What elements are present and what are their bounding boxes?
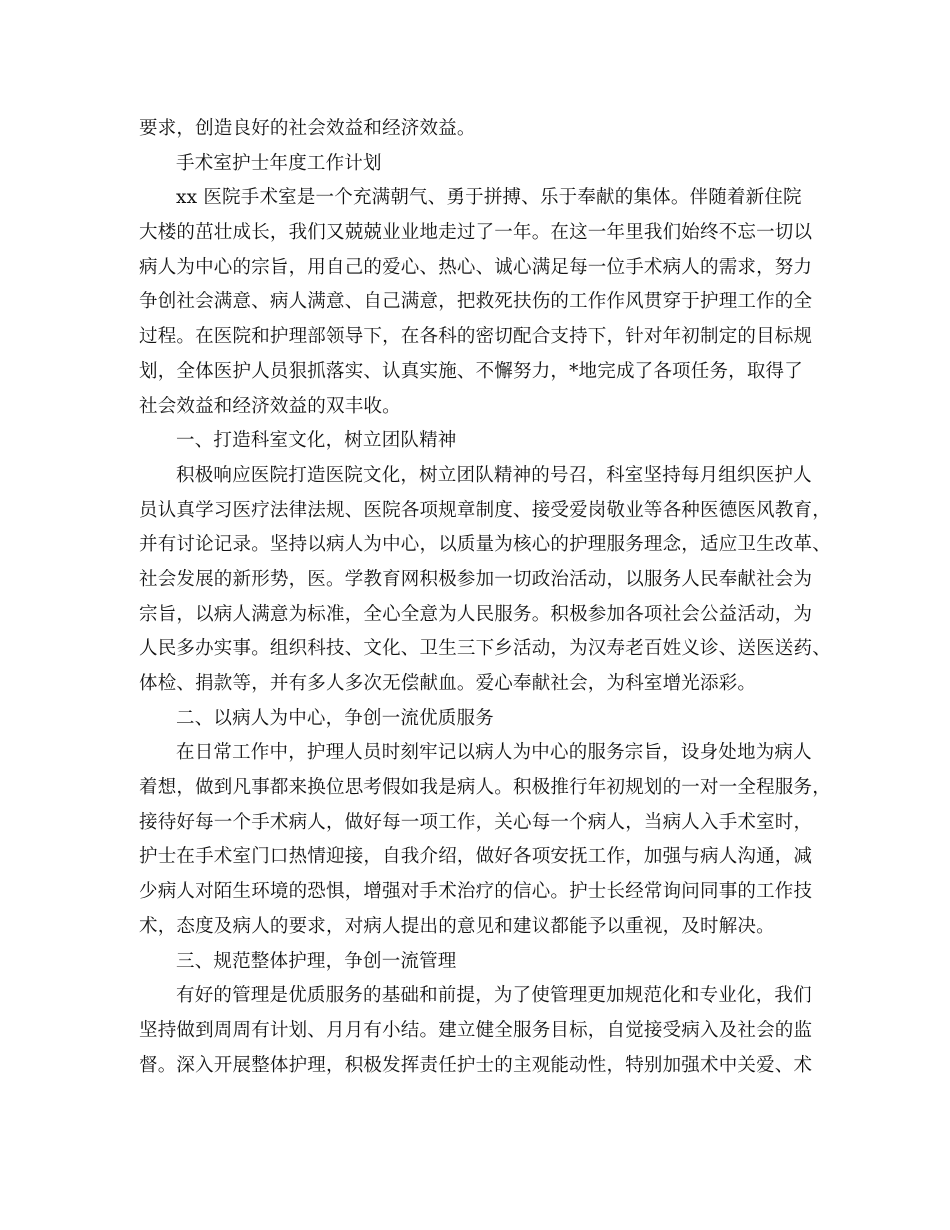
- text-line: 争创社会满意、病人满意、自己满意，把救死扶伤的工作作风贯穿于护理工作的全: [139, 291, 813, 313]
- paragraph-first-line: 一、打造科室文化，树立团队精神: [176, 430, 457, 452]
- text-line: 并有讨论记录。坚持以病人为中心，以质量为核心的护理服务理念，适应卫生改革、: [139, 534, 831, 556]
- text-line: 社会发展的新形势，医。学教育网积极参加一切政治活动，以服务人民奉献社会为: [139, 568, 813, 590]
- text-line: 少病人对陌生环境的恐惧，增强对手术治疗的信心。护士长经常询问同事的工作技: [139, 881, 813, 903]
- text-line: 过程。在医院和护理部领导下，在各科的密切配合支持下，针对年初制定的目标规: [139, 326, 813, 348]
- text-line: 员认真学习医疗法律法规、医院各项规章制度、接受爱岗敬业等各种医德医风教育，: [139, 499, 831, 521]
- paragraph-first-line: 在日常工作中，护理人员时刻牢记以病人为中心的服务宗旨，设身处地为病人: [176, 742, 812, 764]
- text-line: 着想，做到凡事都来换位思考假如我是病人。积极推行年初规划的一对一全程服务，: [139, 777, 831, 799]
- paragraph-first-line: 三、规范整体护理，争创一流管理: [176, 950, 457, 972]
- text-line: 护士在手术室门口热情迎接，自我介绍，做好各项安抚工作，加强与病人沟通，减: [139, 846, 813, 868]
- text-line: 要求，创造良好的社会效益和经济效益。: [139, 118, 476, 139]
- text-line: 病人为中心的宗旨，用自己的爱心、热心、诚心满足每一位手术病人的需求，努力: [139, 256, 813, 278]
- paragraph-first-line: 积极响应医院打造医院文化，树立团队精神的号召，科室坚持每月组织医护人: [176, 464, 812, 486]
- text-line: 接待好每一个手术病人，做好每一项工作，关心每一个病人，当病人入手术室时，: [139, 811, 813, 833]
- paragraph-first-line: 手术室护士年度工作计划: [176, 152, 382, 174]
- document-body: [139, 112, 831, 1083]
- paragraph-first-line: xx 医院手术室是一个充满朝气、勇于拼搏、乐于奉献的集体。伴随着新住院: [176, 187, 802, 209]
- text-line: 宗旨，以病人满意为标准，全心全意为人民服务。积极参加各项社会公益活动，为: [139, 603, 813, 625]
- text-line: 社会效益和经济效益的双丰收。: [139, 395, 401, 417]
- text-line: 体检、捐款等，并有多人多次无偿献血。爱心奉献社会，为科室增光添彩。: [139, 673, 757, 694]
- text-line: 督。深入开展整体护理，积极发挥责任护士的主观能动性，特别加强术中关爱、术: [139, 1054, 813, 1076]
- text-line: 划，全体医护人员狠抓落实、认真实施、不懈努力，*地完成了各项任务，取得了: [139, 360, 803, 382]
- text-line: 术，态度及病人的要求，对病人提出的意见和建议都能予以重视，及时解决。: [139, 915, 775, 937]
- text-line: 大楼的茁壮成长，我们又兢兢业业地走过了一年。在这一年里我们始终不忘一切以: [139, 222, 813, 244]
- text-line: 人民多办实事。组织科技、文化、卫生三下乡活动，为汉寿老百姓义诊、送医送药、: [139, 638, 831, 660]
- text-line: 坚持做到周周有计划、月月有小结。建立健全服务目标，自觉接受病入及社会的监: [139, 1019, 813, 1041]
- paragraph-first-line: 有好的管理是优质服务的基础和前提，为了使管理更加规范化和专业化，我们: [176, 985, 812, 1007]
- paragraph-first-line: 二、以病人为中心，争创一流优质服务: [176, 707, 494, 729]
